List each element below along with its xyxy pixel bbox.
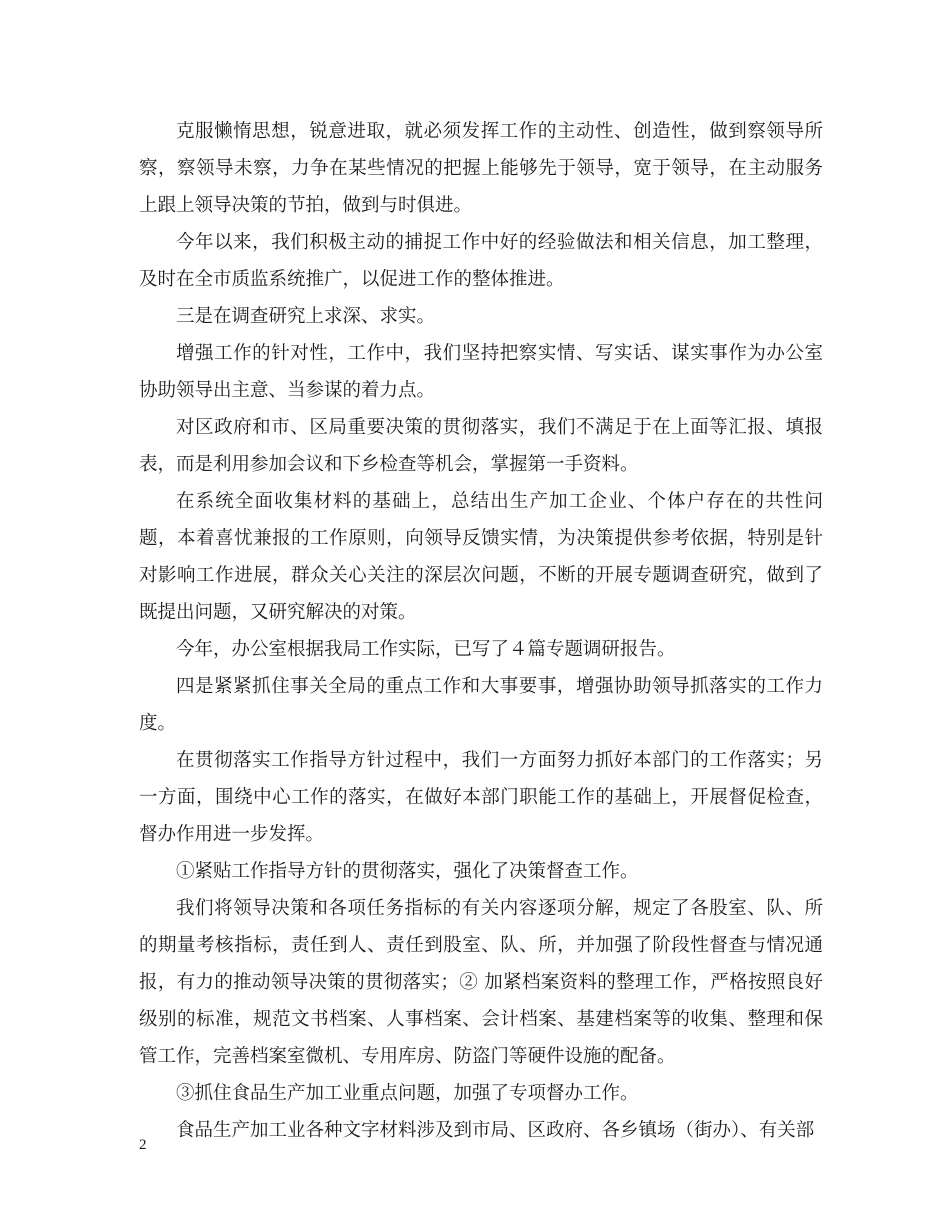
paragraph: 增强工作的针对性，工作中，我们坚持把察实情、写实话、谋实事作为办公室协助领导出主意、当参谋的着力点。: [139, 343, 823, 401]
paragraph: 克服懒惰思想，锐意进取，就必须发挥工作的主动性、创造性，做到察领导所察，察领导未察，力争在某些情况的把握上能够先于领导，宽于领导，在主动服务上跟上领导决策的节拍，做到与时俱进。: [139, 121, 823, 216]
section-heading: 三是在调查研究上求深、求实。: [176, 306, 436, 327]
paragraph: 在系统全面收集材料的基础上，总结出生产加工企业、个体户存在的共性问题，本着喜忧兼报的工作原则，向领导反馈实情，为决策提供参考依据，特别是针对影响工作进展，群众关心关注的深层次问题，不断的开展专题调查研究，做到了既提出问题，又研究解决的对策。: [139, 491, 823, 623]
section-heading: 四是紧紧抓住事关全局的重点工作和大事要事，增强协助领导抓落实的工作力度。: [139, 676, 823, 734]
paragraph: 对区政府和市、区局重要决策的贯彻落实，我们不满足于在上面等汇报、填报表，而是利用参加会议和下乡检查等机会，掌握第一手资料。: [139, 417, 823, 475]
document-body: [139, 113, 823, 1149]
paragraph: 今年以来，我们积极主动的捕捉工作中好的经验做法和相关信息，加工整理，及时在全市质监系统推广，以促进工作的整体推进。: [139, 232, 823, 290]
list-item: ①紧贴工作指导方针的贯彻落实，强化了决策督查工作。: [176, 861, 639, 882]
paragraph: 在贯彻落实工作指导方针过程中，我们一方面努力抓好本部门的工作落实；另一方面，围绕中心工作的落实，在做好本部门职能工作的基础上，开展督促检查，督办作用进一步发挥。: [139, 750, 823, 845]
paragraph: 我们将领导决策和各项任务指标的有关内容逐项分解，规定了各股室、队、所的期量考核指标，责任到人、责任到股室、队、所，并加强了阶段性督查与情况通报，有力的推动领导决策的贯彻落实；② 加紧档案资料的整理工作，严格按照良好级别的标准，规范文书档案、人事档案、会计档案、基建档案等的收集、整理和保管工作，完善档案室微机、专用库房、防盗门等硬件设施的配备。: [139, 898, 823, 1067]
list-item: ③抓住食品生产加工业重点问题，加强了专项督办工作。: [176, 1083, 639, 1104]
paragraph: 今年，办公室根据我局工作实际，已写了４篇专题调研报告。: [176, 639, 676, 660]
paragraph: 食品生产加工业各种文字材料涉及到市局、区政府、各乡镇场（街办）、有关部: [176, 1120, 815, 1141]
page-number: 2: [139, 1137, 147, 1153]
